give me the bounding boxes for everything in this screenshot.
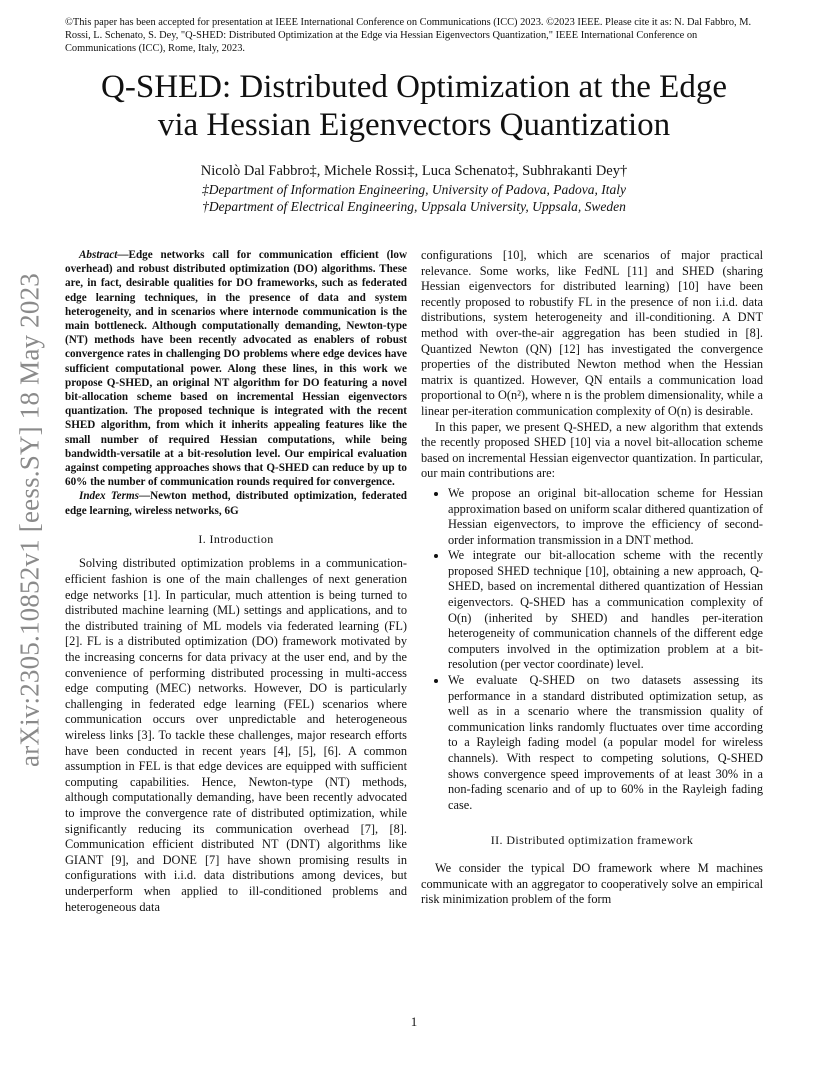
- arxiv-stamp: [10, 270, 50, 770]
- right-paragraph-1: configurations [10], which are scenarios of major practical relevance. Some works, like FedNL [11] and SHED (sharing Hessian eigenvectors for distributed learning) [10] have been recently proposed to robustify FL in the presence of non i.i.d. data distributions, system heterogeneity and ill-conditioning. A DNT method with over-the-air aggregation has been studied in [8]. Quantized Newton (QN) [12] has investigated the convergence properties of the distributed Newton method when the Hessian matrix is quantized. However, QN entails a communication load proportional to O(n²), where n is the problem dimensionality, while a linear per-iteration communication complexity of O(n) is desirable.: [421, 248, 763, 418]
- paper-title: [60, 68, 768, 144]
- index-terms-text: —Newton method, distributed optimization, federated edge learning, wireless networks, 6G: [65, 490, 408, 517]
- list-item: • We evaluate Q-SHED on two datasets assessing its performance in a standard distributed optimization setup, as well as in a scenario where the transmission quality of communication links randomly fluctuates over time according to a Rayleigh fading model (a popular model for wireless channels). With respect to competing solutions, Q-SHED shows convergence speed improvements of at least 30% in a non-fading scenario and of up to 60% in the Rayleigh fading case.: [448, 673, 763, 813]
- arxiv-stamp-text: arXiv:2305.10852v1 [eess.SY] 18 May 2023: [14, 273, 45, 767]
- abstract-text: —Edge networks call for communication efficient (low overhead) and robust distributed optimization (DO) algorithms. These are, in fact, desirable qualities for DO frameworks, such as federated edge learning techniques, in the presence of data and system heterogeneity, and in scenarios where internode communication is the main bottleneck. Although computationally demanding, Newton-type (NT) methods have been recently advocated as enablers of robust convergence rates in challenging DO problems where edge devices have sufficient computational power. Along these lines, in this work we propose Q-SHED, an original NT algorithm for DO featuring a novel bit-allocation scheme based on incremental Hessian eigenvectors quantization. The proposed technique is integrated with the recent SHED algorithm, from which it inherits appealing features like the small number of required Hessian computations, while being bandwidth-versatile at a bit-resolution level. Our empirical evaluation against competing approaches shows that Q-SHED can reduce by up to 60% the number of communication rounds required for convergence.: [65, 249, 407, 489]
- list-item: • We integrate our bit-allocation scheme with the recently proposed SHED technique [10], obtaining a new approach, Q-SHED, based on incremental dithered quantization of Hessian eigenvectors. Q-SHED has a communication complexity of O(n) (inherited by SHED) and handles per-iteration heterogeneity of communication channels of the different edge computers involved in the optimization problem at a bit-resolution (per vector coordinate) level.: [448, 548, 763, 673]
- title-line-1: Q-SHED: Distributed Optimization at the Edge: [101, 69, 727, 105]
- framework-paragraph: We consider the typical DO framework where M machines communicate with an aggregator to cooperatively solve an empirical risk minimization problem of the form: [421, 860, 763, 907]
- abstract: [65, 248, 407, 489]
- abstract-label: Abstract: [79, 249, 118, 261]
- page-number: 1: [410, 1014, 418, 1029]
- affiliation-padova: ‡Department of Information Engineering, University of Padova, Padova, Italy: [201, 182, 627, 197]
- author-list: Nicolò Dal Fabbro‡, Michele Rossi‡, Luca Schenato‡, Subhrakanti Dey†: [200, 163, 628, 179]
- contributions-list: [421, 486, 763, 813]
- right-paragraph-2: In this paper, we present Q-SHED, a new algorithm that extends the recently proposed SHED [10] via a novel bit-allocation scheme based on incremental Hessian eigenvector quantization. In particular, our main contributions are:: [421, 419, 763, 481]
- right-column: [421, 248, 763, 908]
- index-terms-label: Index Terms: [79, 490, 139, 503]
- title-line-2: via Hessian Eigenvectors Quantization: [157, 107, 671, 143]
- index-terms: [65, 489, 407, 517]
- copyright-notice: ©This paper has been accepted for presentation at IEEE International Conference on Communications (ICC) 2023. ©2023 IEEE. Please cite it as: N. Dal Fabbro, M. Rossi, L. Schenato, S. Dey, "Q-SHED: Distributed Optimization at the Edge via Hessian Eigenvectors Quantization," IEEE International Conference on Communications (ICC), Rome, Italy, 2023.: [65, 17, 752, 54]
- left-column: [65, 248, 407, 915]
- affiliation-uppsala: †Department of Electrical Engineering, Uppsala University, Uppsala, Sweden: [202, 199, 626, 214]
- list-item: • We propose an original bit-allocation scheme for Hessian approximation based on uniform scalar dithered quantization of Hessian eigenvectors, to improve the efficiency of second-order information transmission in a DNT method.: [448, 486, 763, 548]
- section-heading-introduction: I. Introduction: [198, 531, 274, 546]
- section-heading-framework: II. Distributed optimization framework: [490, 833, 694, 848]
- intro-paragraph: Solving distributed optimization problems in a communication-efficient fashion is one of the main challenges of next generation edge networks [1]. In particular, much attention is being turned to distributed machine learning (ML) settings and applications, and to the distributed training of ML models via federated learning (FL) [2]. FL is a distributed optimization (DO) framework motivated by the increasing concerns for data privacy at the user end, and by the convenience of performing distributed processing in multi-access edge computing (MEC) networks. However, DO is particularly challenging in federated edge learning (FEL) scenarios where communication occurs over unpredictable and heterogeneous wireless links [3]. To tackle these challenges, major research efforts have been conducted in recent years [4], [5], [6]. A common assumption in FEL is that edge devices are equipped with sufficient computing capabilities. Hence, Newton-type (NT) methods, although computationally demanding, have been recently advocated to improve the convergence rate of distributed optimization, while significantly reducing its communication overhead [7], [8]. Communication efficient distributed NT (DNT) algorithms like GIANT [9], and DONE [7] have shown promising results in configurations with i.i.d. data distributions among devices, but underperform when applied to ill-conditioned problems and heterogeneous data: [65, 556, 407, 914]
